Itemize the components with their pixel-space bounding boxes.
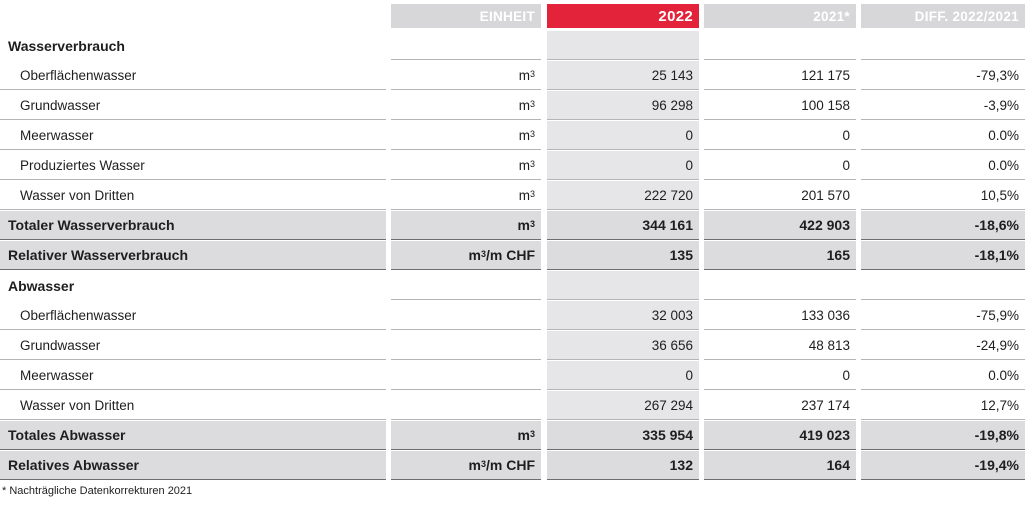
value-2021: 201 570 (704, 181, 856, 210)
total-2021: 164 (704, 451, 856, 480)
total-label: Relativer Wasserverbrauch (0, 241, 386, 270)
row-label: Grundwasser (0, 91, 386, 120)
footnote: * Nachträgliche Datenkorrekturen 2021 (2, 485, 193, 497)
unit-cell: m $^3$ (391, 121, 541, 150)
unit-base: m (517, 427, 530, 443)
value-2021: 237 174 (704, 391, 856, 420)
spacer-cell (547, 271, 699, 300)
header-year-2021: 2021* (704, 4, 856, 28)
unit-base: m (468, 247, 481, 263)
total-diff: -18,1% (861, 241, 1025, 270)
table-row (0, 301, 1025, 331)
total-2021: 165 (704, 241, 856, 270)
total-2021: 422 903 (704, 211, 856, 240)
value-2021: 0 (704, 361, 856, 390)
total-diff: -18,6% (861, 211, 1025, 240)
spacer-cell (391, 271, 541, 300)
table-row (0, 181, 1025, 211)
table-row (0, 391, 1025, 421)
spacer-cell (704, 271, 856, 300)
row-label: Produziertes Wasser (0, 151, 386, 180)
row-label: Wasser von Dritten (0, 181, 386, 210)
unit-base: m (468, 457, 481, 473)
header-unit: EINHEIT (391, 4, 541, 28)
value-2021: 48 813 (704, 331, 856, 360)
spacer-cell (861, 31, 1025, 60)
row-label: Oberflächenwasser (0, 61, 386, 90)
total-2021: 419 023 (704, 421, 856, 450)
total-label: Relatives Abwasser (0, 451, 386, 480)
total-2022: 135 (547, 241, 699, 270)
unit-base: m (518, 97, 530, 113)
total-row (0, 241, 1025, 271)
value-diff: -24,9% (861, 331, 1025, 360)
value-2022: 25 143 (547, 61, 699, 90)
unit-cell: m $^3$ (391, 91, 541, 120)
row-label: Grundwasser (0, 331, 386, 360)
total-2022: 335 954 (547, 421, 699, 450)
row-label: Oberflächenwasser (0, 301, 386, 330)
row-label: Meerwasser (0, 361, 386, 390)
unit-base: m (517, 217, 530, 233)
spacer-cell (547, 31, 699, 60)
unit-cell: m $^3$ (391, 61, 541, 90)
total-diff: -19,4% (861, 451, 1025, 480)
value-2021: 133 036 (704, 301, 856, 330)
unit-cell: m $^3$ (391, 211, 541, 240)
spacer-cell (391, 31, 541, 60)
value-2022: 96 298 (547, 91, 699, 120)
table-row (0, 361, 1025, 391)
unit-cell (391, 331, 541, 360)
total-label: Totaler Wasserverbrauch (0, 211, 386, 240)
unit-cell: m $^3$ /m CHF (391, 241, 541, 270)
value-diff: 12,7% (861, 391, 1025, 420)
total-diff: -19,8% (861, 421, 1025, 450)
unit-cell: m $^3$ (391, 151, 541, 180)
table-row (0, 61, 1025, 91)
value-2022: 32 003 (547, 301, 699, 330)
table-row (0, 121, 1025, 151)
total-row (0, 451, 1025, 481)
value-diff: -79,3% (861, 61, 1025, 90)
value-2022: 0 (547, 121, 699, 150)
value-2021: 121 175 (704, 61, 856, 90)
unit-base: m (518, 157, 530, 173)
value-2021: 100 158 (704, 91, 856, 120)
value-diff: -75,9% (861, 301, 1025, 330)
value-2022: 267 294 (547, 391, 699, 420)
total-2022: 344 161 (547, 211, 699, 240)
table-row (0, 331, 1025, 361)
total-2022: 132 (547, 451, 699, 480)
value-2022: 222 720 (547, 181, 699, 210)
section-title: Wasserverbrauch (8, 37, 125, 54)
total-row (0, 421, 1025, 451)
unit-base: m (518, 127, 530, 143)
table-header (0, 4, 1025, 34)
section-title-row (0, 271, 1025, 301)
unit-cell: m $^3$ (391, 181, 541, 210)
table-row (0, 151, 1025, 181)
total-label: Totales Abwasser (0, 421, 386, 450)
value-diff: -3,9% (861, 91, 1025, 120)
value-2021: 0 (704, 151, 856, 180)
header-diff: DIFF. 2022/2021 (861, 4, 1025, 28)
row-label: Meerwasser (0, 121, 386, 150)
spacer-cell (704, 31, 856, 60)
unit-cell (391, 391, 541, 420)
value-2022: 0 (547, 361, 699, 390)
section-title-row (0, 31, 1025, 61)
value-diff: 10,5% (861, 181, 1025, 210)
table-row (0, 91, 1025, 121)
unit-base: m (518, 187, 530, 203)
unit-cell (391, 301, 541, 330)
unit-suffix: /m CHF (486, 247, 535, 263)
unit-cell (391, 361, 541, 390)
unit-cell: m $^3$ /m CHF (391, 451, 541, 480)
unit-suffix: /m CHF (486, 457, 535, 473)
total-row (0, 211, 1025, 241)
value-diff: 0.0% (861, 151, 1025, 180)
value-2022: 0 (547, 151, 699, 180)
unit-base: m (518, 67, 530, 83)
value-diff: 0.0% (861, 361, 1025, 390)
header-year-2022: 2022 (547, 4, 699, 28)
unit-cell: m $^3$ (391, 421, 541, 450)
row-label: Wasser von Dritten (0, 391, 386, 420)
spacer-cell (861, 271, 1025, 300)
value-2021: 0 (704, 121, 856, 150)
value-diff: 0.0% (861, 121, 1025, 150)
value-2022: 36 656 (547, 331, 699, 360)
section-title: Abwasser (8, 277, 75, 294)
